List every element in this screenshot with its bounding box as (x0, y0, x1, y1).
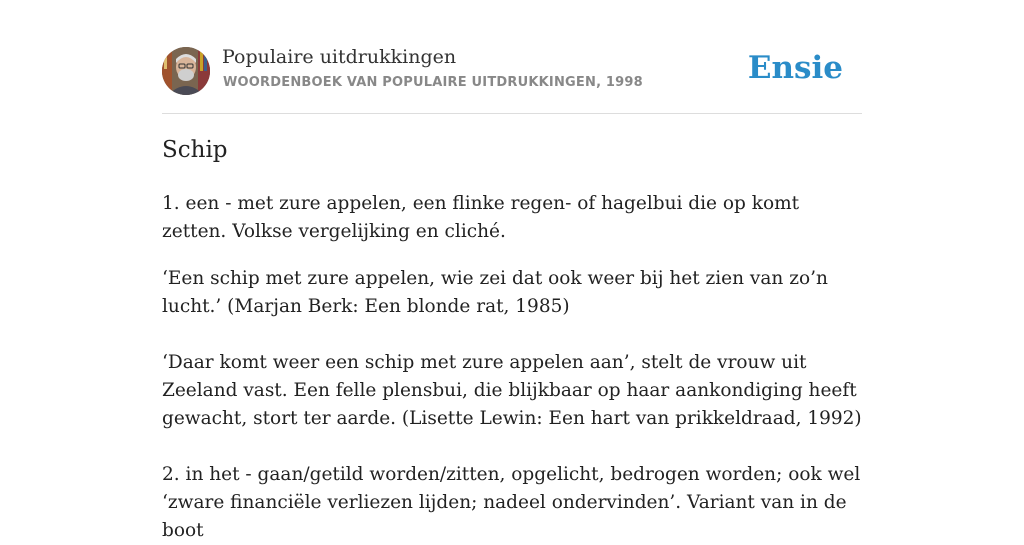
quotes-block: ‘Een schip met zure appelen, wie zei dat ook weer bij het zien van zo’n lucht.’ (Marjan Berk: Een blonde rat, 1985) ‘Daar komt weer een schip met zure appelen aan’, stelt de vrouw uit Zeeland vast. Een felle plensbui, die blijkbaar op haar aankondiging heeft gewacht, stort ter aarde. (Lisette Lewin: Een hart van prikkeldraad, 1992) 2. in het - gaan/getild worden/zitten, opgelicht, bedrogen worden; ook wel ‘zware financiële verliezen lijden; nadeel ondervinden’. Variant van in de boot (162, 268, 862, 541)
source-subtitle: WOORDENBOEK VAN POPULAIRE UITDRUKKINGEN, 1998 (223, 75, 643, 90)
author-avatar (162, 47, 210, 95)
entry-card (162, 0, 862, 541)
ensie-logo[interactable]: Ensie (747, 50, 843, 86)
source-title[interactable]: Populaire uitdrukkingen (222, 46, 457, 68)
entry-title: Schip (162, 137, 228, 163)
entry-body (162, 190, 862, 545)
source-header (162, 0, 862, 114)
definition-1: 1. een - met zure appelen, een flinke regen- of hagelbui die op komt zetten. Volkse vergelijking en cliché. (162, 193, 800, 242)
